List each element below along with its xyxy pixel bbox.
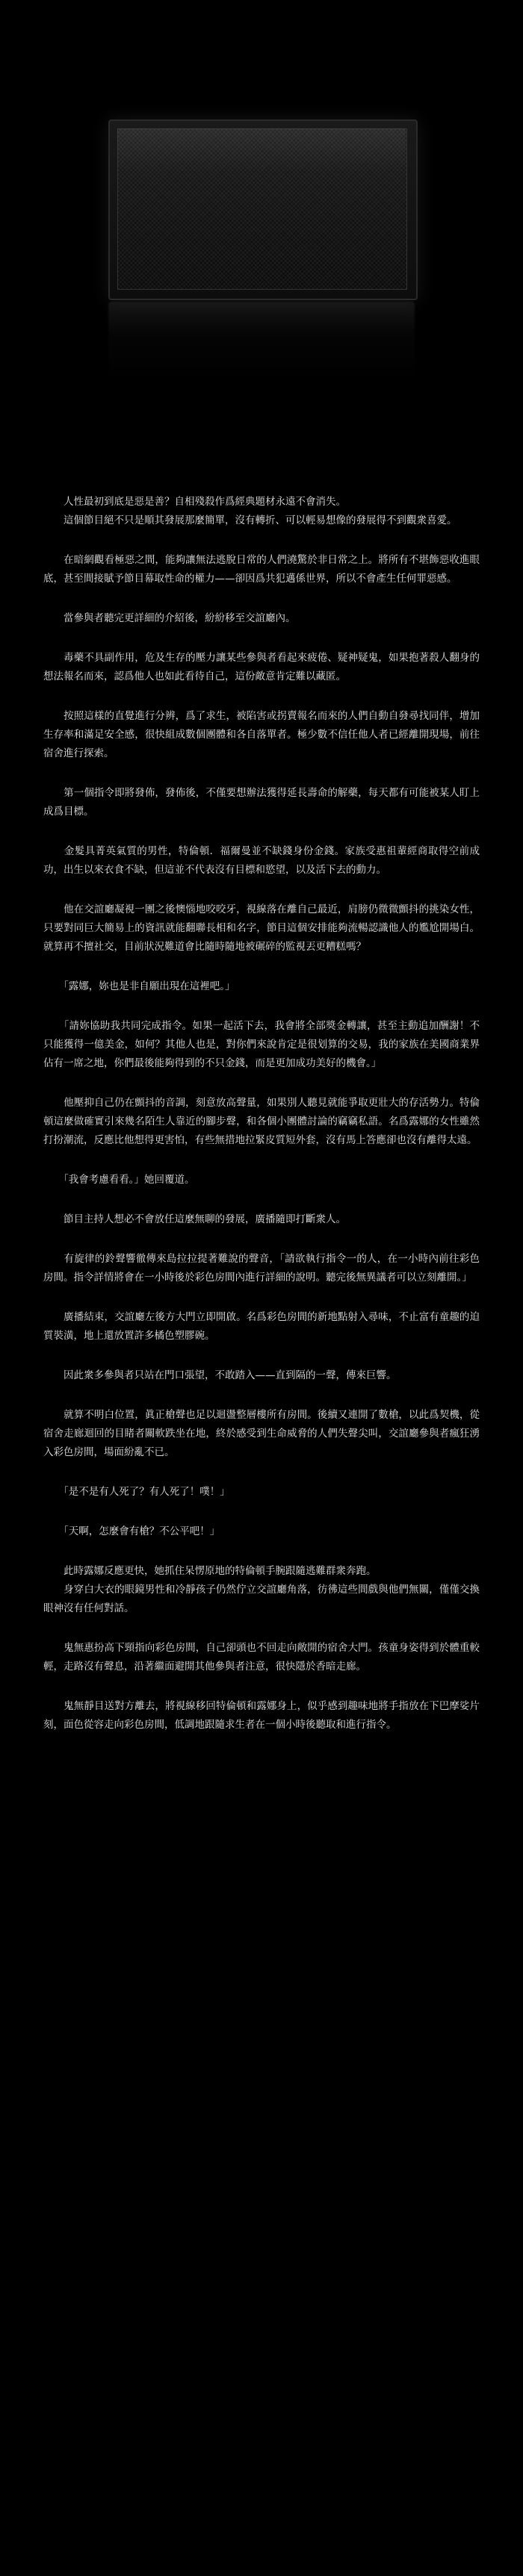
paragraph: 第一個指令即將發佈，發佈後，不僅要想辦法獲得延長壽命的解藥，每天都有可能被某人盯上成爲目標。 xyxy=(43,787,480,818)
paragraph: 此時露娜反應更快，她抓住呆愣原地的特倫頓手腕跟隨逃難群衆奔跑。 身穿白大衣的眼鏡男性和冷靜孩子仍然佇立交誼廳角落，彷彿這些間戲與他們無關，僅僅交換眼神沒有任何對話。 xyxy=(43,1565,480,1614)
paragraph: 鬼無靜目送對方離去，將視線移回特倫頓和露娜身上，似乎感到趣味地將手指放在下巴摩娑片刻，面色從容走向彩色房間，低調地跟隨求生者在一個小時後聽取和進行指令。 xyxy=(43,1700,480,1731)
paragraph: 就算不明白位置，眞正槍聲也足以迴盪整層樓所有房間。後續又連開了數槍，以此爲契機，從宿舍走廊迴回的目睹者關軟跌坐在地，終於感受到生命威脅的人們失聲尖叫，交誼廳參與者瘋狂湧入彩色房間，場面紛亂不已。 xyxy=(43,1409,480,1458)
paragraph: 因此衆多參與者只站在門口張望，不敢踏入——直到隔的一聲，傳來巨響。 xyxy=(43,1369,397,1381)
dialogue-paragraph: 「露娜，妳也是非自願出現在這裡吧。」 xyxy=(43,980,235,992)
paragraph: 他在交誼廳凝視一團之後懊惱地咬咬牙，視線落在離自己最近，肩膀仍微微顫抖的挑染女性，只要對同巨大簡易上的資訊就能翻聯長相和名字，節目這個安排能夠流暢認識他人的尷尬開場白。就算再不擅社交，目前狀況難道會比隨時隨地被碾碎的監視丟更糟糕嗎？ xyxy=(43,903,480,953)
dialogue-paragraph: 「請妳協助我共同完成指令。如果一起活下去，我會將全部獎金轉讓，甚至主動追加酬謝！不只能獲得一億美金，如何？其他人也是，對你們來說肯定是很划算的交易，我的家族在美國商業界佔有一席之地，你們最後能夠得到的不只金錢，而是更加成功美好的機會。」 xyxy=(43,1020,480,1069)
paragraph: 當參與者聽完更詳細的介紹後，紛紛移至交誼廳內。 xyxy=(43,612,296,624)
paragraph: 人性最初到底是惡是善？自相殘殺作爲經典題材永遠不會消失。 這個節目絕不只是順其發展那麼簡單，沒有轉折、可以輕易想像的發展得不到觀衆喜愛。 xyxy=(63,496,457,526)
paragraph: 在暗網觀看極惡之間，能夠讓無法逃脫日常的人們澆驚於非日常之上。將所有不堪飾惡收進眼底，甚至間接賦予節目幕取性命的權力——卻因爲共犯邁係世界，所以不會產生任何罪惡感。 xyxy=(43,554,480,585)
article-body xyxy=(43,493,480,1755)
paragraph: 按照這樣的直覺進行分辨，爲了求生，被陷害或拐賣報名而來的人們自動自發尋找同伴，增加生存率和滿足安全感，很快組成數個團體和各自落單者。極少數不信任他人者已經離開現場，前往宿舍進行探索。 xyxy=(43,710,480,759)
paragraph: 金髮具菁英氣質的男性，特倫頓．福爾曼並不缺錢身份金錢。家族受惠祖輩經商取得空前成功，出生以來衣食不缺，但這並不代表沒有目標和慾望，以及活下去的動力。 xyxy=(43,845,480,876)
tv-reflection xyxy=(108,302,415,384)
paragraph: 廣播結束，交誼廳左後方大門立即開啟。名爲彩色房間的新地點射入尋味，不止富有童趣的迫質裝潢，地上還放置許多橘色塑膠碗。 xyxy=(43,1311,480,1342)
dialogue-paragraph: 「我會考慮看看。」她回覆道。 xyxy=(43,1174,195,1186)
paragraph: 有旋律的鈴聲響徹傳來島拉拉提著難說的聲音，「請欲執行指令一的人，在一小時內前往彩色房間。指令詳情將會在一小時後於彩色房間內進行詳細的說明。聽完後無異議者可以立刻離開。」 xyxy=(43,1253,480,1284)
dialogue-paragraph: 「天啊，怎麼會有槍？不公平吧！」 xyxy=(43,1525,220,1537)
paragraph: 他壓抑自己仍在顫抖的音調，刻意放高聲量，如果別人聽見就能爭取更壯大的存活勢力。特倫頓這麼做確實引來幾名陌生人靠近的腳步聲，和各個小團體討論的竊竊私語。名爲露娜的女性雖然打扮潮流，反應比他想得更害怕，有些無措地拉緊皮質短外套，沒有馬上答應卻也沒有離得太遠。 xyxy=(43,1097,480,1146)
tv-frame xyxy=(108,119,418,300)
paragraph: 鬼無惠扮高下頸指向彩色房間，自己卻頭也不回走向敞開的宿舍大門。孩童身姿得到於體重較輕，走路沒有聲息，沿著繼面避開其他參與者注意，很快隱於香暗走廊。 xyxy=(43,1642,480,1673)
tv-glare xyxy=(117,128,406,173)
paragraph: 毒藥不具副作用，危及生存的壓力讓某些參與者看起來疲倦、疑神疑鬼，如果抱著殺人翻身的想法報名而來，認爲他人也如此看待自己，這份敵意肯定難以藏匿。 xyxy=(43,652,480,682)
dialogue-paragraph: 「是不是有人死了？有人死了！噗！」 xyxy=(43,1486,230,1498)
paragraph: 節目主持人想必不會放任這麼無聊的發展，廣播隨即打斷衆人。 xyxy=(43,1213,346,1225)
tv-illustration xyxy=(108,119,415,314)
